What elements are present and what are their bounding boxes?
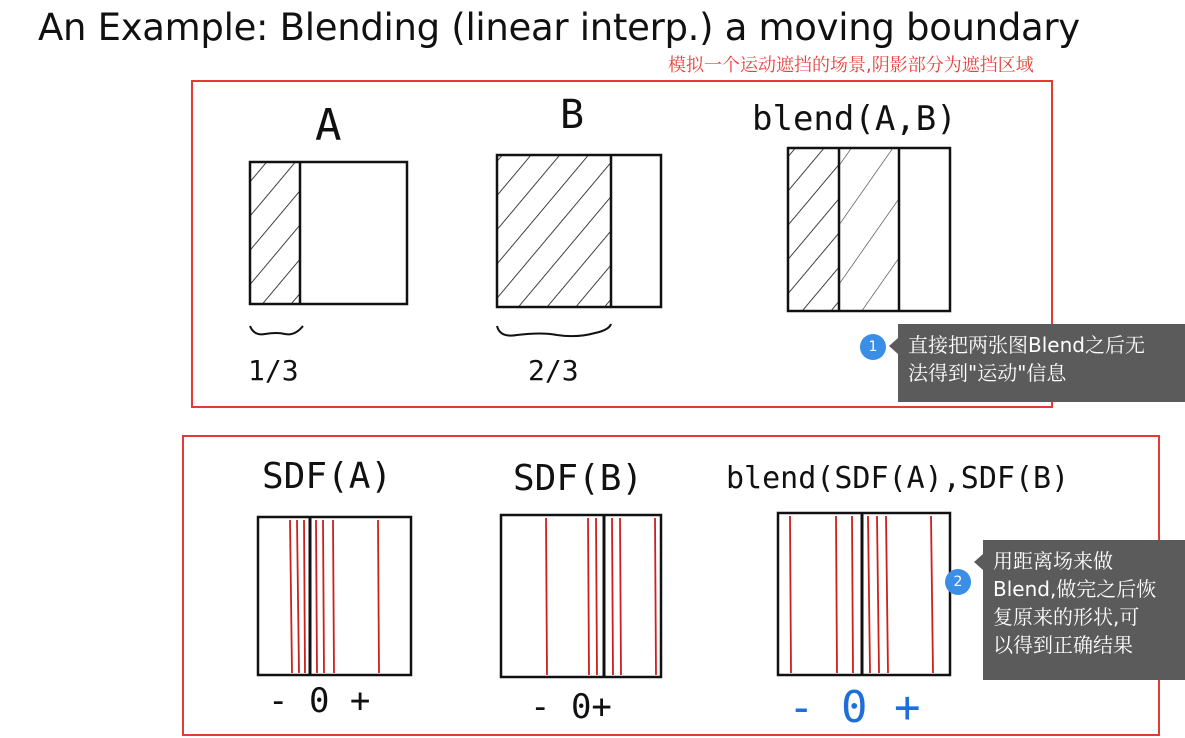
sdf-line — [588, 518, 589, 675]
sdf-line — [620, 518, 621, 675]
brace-a — [250, 326, 303, 334]
label-blend: blend(A,B) — [752, 99, 957, 139]
sdf-line — [790, 516, 791, 673]
sdf-line — [868, 516, 870, 673]
comment-note-1 — [898, 324, 1185, 402]
box-blend-light-region — [839, 149, 899, 310]
box-blend — [788, 148, 950, 311]
box-sdf-b — [501, 515, 661, 677]
note-1-line-1: 直接把两张图Blend之后无 — [908, 333, 1145, 357]
fraction-b: 2/3 — [528, 354, 579, 387]
box-blend-sdf — [778, 513, 950, 675]
fraction-a: 1/3 — [248, 354, 299, 387]
label-sdf-b: SDF(B) — [513, 458, 644, 499]
sdf-line — [886, 516, 888, 673]
note-2-line-4: 以得到正确结果 — [993, 633, 1133, 657]
note-badge-2[interactable]: 2 — [945, 569, 971, 595]
sdf-line — [852, 516, 853, 673]
sdf-line — [290, 520, 292, 673]
sdf-line — [378, 520, 379, 673]
box-a-shaded-region — [251, 163, 300, 303]
slide-title: An Example: Blending (linear interp.) a moving boundary — [38, 6, 1080, 49]
sdf-line — [297, 520, 299, 673]
sdf-line — [655, 518, 656, 675]
box-sdf-a — [258, 517, 411, 675]
box-b-shaded-region — [498, 156, 611, 306]
sdf-line — [316, 520, 317, 673]
sdf-line — [596, 518, 597, 675]
label-a: A — [315, 100, 342, 151]
slide-subtitle: 模拟一个运动遮挡的场景,阴影部分为遮挡区域 — [668, 55, 1034, 76]
sdf-line — [304, 520, 305, 673]
box-blend-dark-region — [789, 149, 839, 310]
label-b: B — [560, 92, 585, 138]
sdf-line — [323, 520, 324, 673]
axis-b: - 0+ — [530, 687, 612, 727]
sdf-line — [931, 516, 933, 673]
note-2-line-1: 用距离场来做 — [993, 549, 1113, 573]
label-sdf-a: SDF(A) — [262, 456, 393, 497]
note-badge-1[interactable]: 1 — [860, 334, 886, 360]
comment-note-2 — [983, 540, 1185, 680]
note-2-line-2: Blend,做完之后恢 — [993, 577, 1157, 601]
note-1-line-2: 法得到"运动"信息 — [908, 361, 1067, 385]
sdf-line — [333, 520, 334, 673]
sdf-line — [612, 518, 613, 675]
brace-b — [497, 324, 611, 336]
sdf-line — [836, 516, 837, 673]
box-b — [497, 155, 661, 307]
axis-blend: - 0 + — [788, 682, 921, 733]
note-2-line-3: 复原来的形状,可 — [993, 605, 1140, 629]
sdf-line — [546, 518, 547, 675]
axis-a: - 0 + — [268, 681, 371, 721]
sdf-line — [877, 516, 879, 673]
box-a — [250, 162, 407, 304]
label-blend-sdf: blend(SDF(A),SDF(B) — [726, 461, 1070, 496]
